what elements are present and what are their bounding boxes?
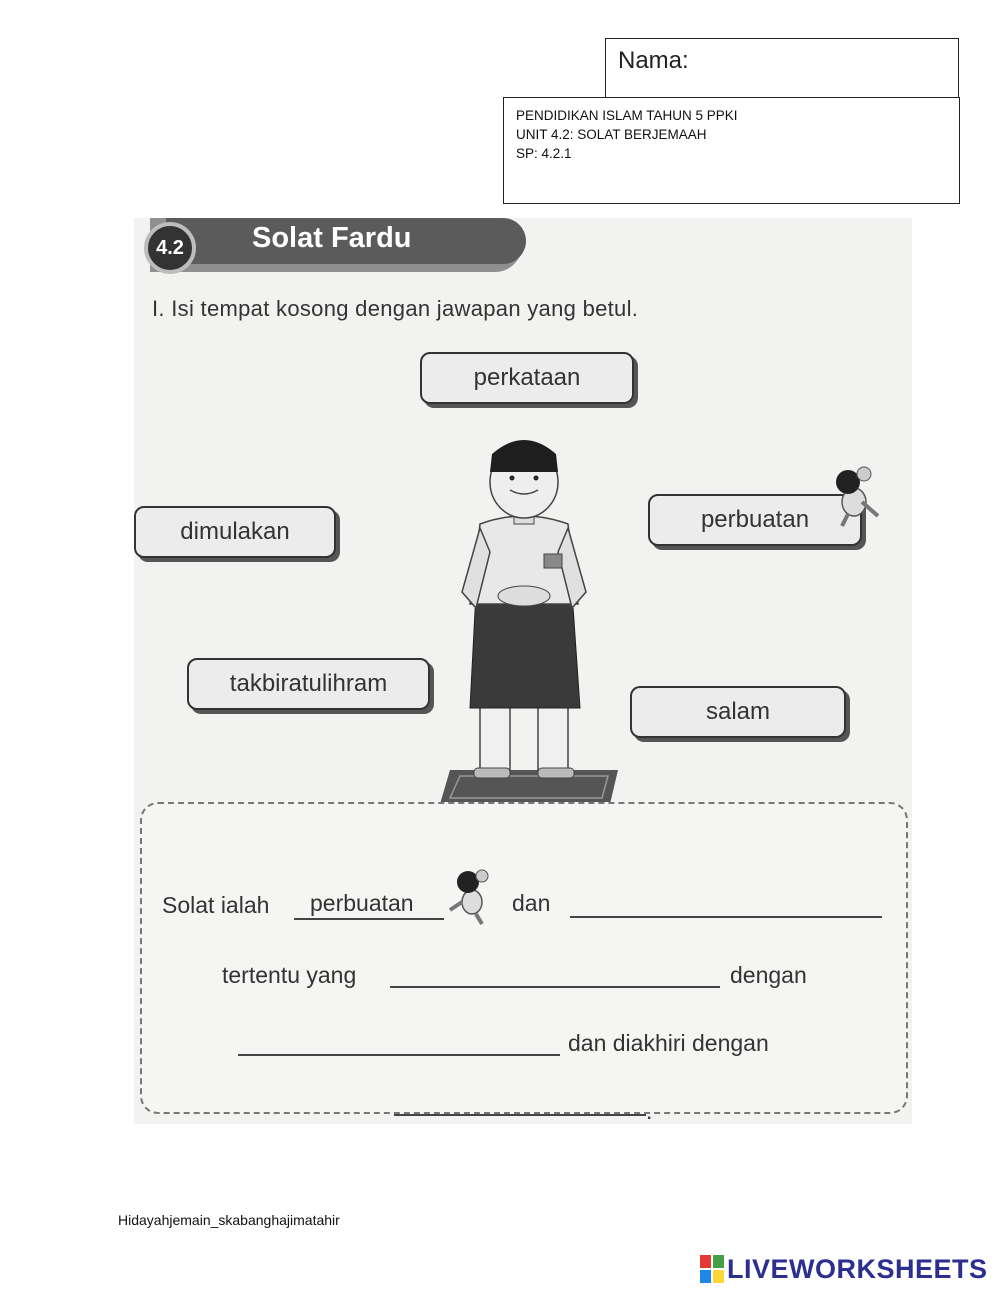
info-line-unit: UNIT 4.2: SOLAT BERJEMAAH — [516, 127, 707, 142]
logo-text: LIVEWORKSHEETS — [727, 1253, 988, 1284]
info-box — [503, 97, 960, 204]
word-box-salam[interactable]: salam — [630, 686, 846, 738]
sentence-part-3: tertentu yang — [222, 962, 357, 988]
sentence-part-4: dengan — [730, 962, 807, 988]
unit-badge: 4.2 — [144, 222, 196, 274]
worksheet-image — [134, 218, 912, 1124]
word-box-takbiratulihram[interactable]: takbiratulihram — [187, 658, 430, 710]
robot-mascot-icon — [824, 464, 884, 532]
liveworksheets-logo[interactable] — [700, 1252, 988, 1286]
blank-5[interactable] — [394, 1114, 646, 1116]
name-input[interactable] — [714, 49, 948, 85]
footer-credit: Hidayahjemain_skabanghajimatahir — [118, 1212, 340, 1228]
sentence-part-5: dan diakhiri dengan — [568, 1030, 769, 1056]
sentence-end: . — [646, 1098, 653, 1124]
blank-2[interactable] — [570, 916, 882, 918]
name-label: Nama: — [618, 47, 689, 74]
word-box-perkataan[interactable]: perkataan — [420, 352, 634, 404]
word-box-dimulakan[interactable]: dimulakan — [134, 506, 336, 558]
boy-praying-illustration — [434, 432, 634, 808]
robot-mascot-icon — [448, 866, 496, 926]
sentence-part-1: Solat ialah — [162, 892, 270, 918]
blank-1[interactable] — [294, 918, 444, 920]
fill-in-frame — [140, 802, 908, 1114]
info-line-subject: PENDIDIKAN ISLAM TAHUN 5 PPKI — [516, 108, 738, 123]
blank-4[interactable] — [238, 1054, 560, 1056]
name-box — [605, 38, 959, 98]
blank-3[interactable] — [390, 986, 720, 988]
answer-1[interactable]: perbuatan — [310, 890, 414, 916]
word-box-perbuatan[interactable]: perbuatan — [648, 494, 862, 546]
info-line-sp: SP: 4.2.1 — [516, 146, 572, 161]
liveworksheets-logo-icon — [700, 1255, 724, 1283]
sentence-part-2: dan — [512, 890, 551, 916]
worksheet-title: Solat Fardu — [252, 222, 412, 254]
instruction: I. Isi tempat kosong dengan jawapan yang betul. — [152, 296, 639, 321]
